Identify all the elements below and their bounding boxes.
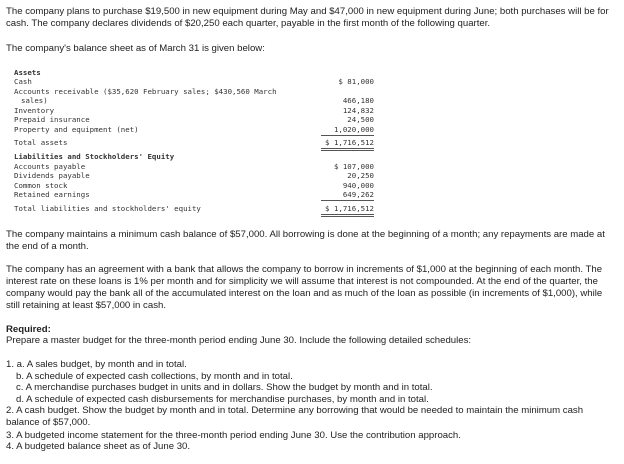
divider (321, 200, 374, 201)
common-stock-row: Common stock 940,000 (14, 181, 374, 190)
prepaid-insurance-row: Prepaid insurance 24,500 (14, 115, 374, 124)
total-liabilities-equity-row: Total liabilities and stockholders' equity $ 1,716,512 (14, 204, 374, 213)
accounts-receivable-row: Accounts receivable ($35,620 February sales; $430,560 March (14, 87, 277, 96)
inventory-row: Inventory 124,832 (14, 106, 374, 115)
property-equipment-row: Property and equipment (net) 1,020,000 (14, 125, 374, 134)
required-heading: Required: (6, 324, 51, 335)
divider (321, 214, 374, 215)
min-cash-paragraph: The company maintains a minimum cash balance of $57,000. All borrowing is done at the beginning of a month; any repayments are made at the end of a month. (6, 229, 605, 252)
required-text: Prepare a master budget for the three-month period ending June 30. Include the following detailed schedules: (6, 335, 472, 346)
dividends-payable-row: Dividends payable 20,250 (14, 171, 374, 180)
list-item: 2. A cash budget. Show the budget by month and in total. Determine any borrowing that would be needed to maintain the minimum cash balance of $57,000. (6, 405, 584, 428)
liabilities-heading: Liabilities and Stockholders' Equity (14, 152, 175, 161)
divider (321, 135, 374, 136)
divider (321, 150, 374, 151)
list-item: 4. A budgeted balance sheet as of June 30. (6, 441, 191, 452)
list-item: 1. a. A sales budget, by month and in total. (6, 359, 187, 370)
list-item: b. A schedule of expected cash collections, by month and in total. (16, 371, 293, 382)
intro-paragraph: The company plans to purchase $19,500 in new equipment during May and $47,000 in new equipment during June; both purchases will be for cash. The company declares dividends of $20,250 each quarter, payable in the first month of the following quarter. (6, 6, 609, 29)
retained-earnings-row: Retained earnings 649,262 (14, 190, 374, 199)
assets-heading: Assets (14, 68, 41, 77)
balance-sheet-intro: The company's balance sheet as of March 31 is given below: (6, 43, 265, 54)
total-assets-row: Total assets $ 1,716,512 (14, 138, 374, 147)
divider (321, 216, 374, 217)
divider (321, 148, 374, 149)
list-item: 3. A budgeted income statement for the three-month period ending June 30. Use the contribution approach. (6, 430, 461, 441)
cash-row: Cash $ 81,000 (14, 77, 374, 86)
bank-agreement-paragraph: The company has an agreement with a bank that allows the company to borrow in increments of $1,000 at the beginning of each month. The interest rate on these loans is 1% per month and for simplicity we will assume that interest is not compounded. At the end of the quarter, the company would pay the bank all of the accumulated interest on the loan and as much of the loan as possible (in increments of $1,000), while still retaining at least $57,000 in cash. (6, 264, 603, 311)
list-item: c. A merchandise purchases budget in units and in dollars. Show the budget by month and in total. (16, 382, 433, 393)
list-item: d. A schedule of expected cash disbursements for merchandise purchases, by month and in total. (16, 394, 429, 405)
accounts-receivable-row-cont: sales) 466,180 (21, 96, 374, 105)
accounts-payable-row: Accounts payable $ 107,000 (14, 162, 374, 171)
